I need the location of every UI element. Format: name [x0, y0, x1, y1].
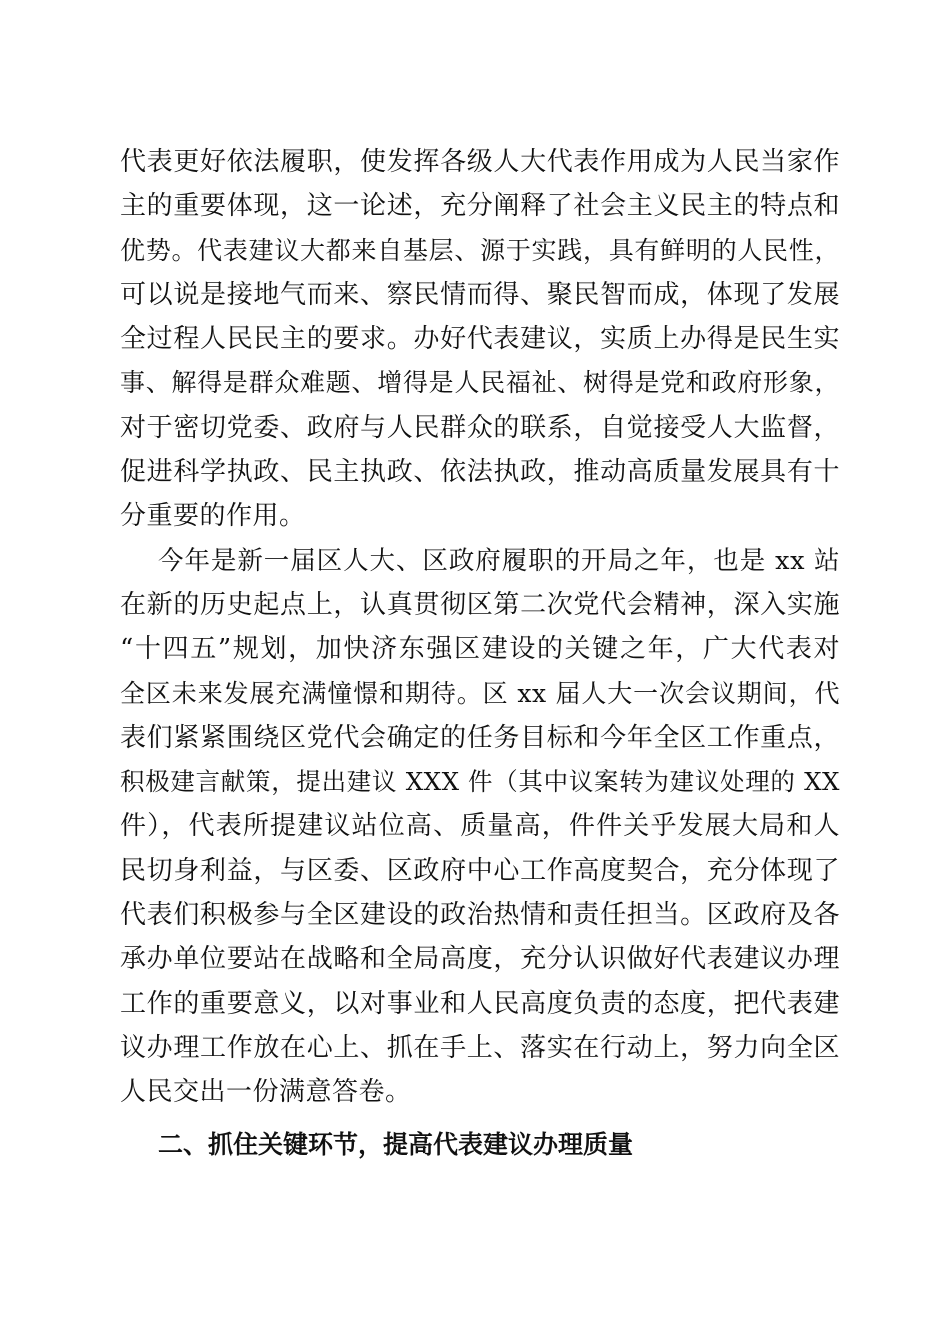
paragraph-line: 全过程人民民主的要求。办好代表建议，实质上办得是民生实: [120, 324, 840, 355]
paragraph-1: [120, 140, 840, 539]
body-text: [120, 140, 840, 1115]
paragraph-line: 全区未来发展充满憧憬和期待。区 xx 届人大一次会议期间，代: [120, 678, 840, 708]
paragraph-line: 促进科学执政、民主执政、依法执政，推动高质量发展具有十: [120, 457, 840, 488]
paragraph-line: 人民交出一份满意答卷。: [120, 1077, 412, 1108]
paragraph-line: 今年是新一届区人大、区政府履职的开局之年，也是 xx 站: [158, 545, 840, 576]
paragraph-line: 承办单位要站在战略和全局高度，充分认识做好代表建议办理: [120, 944, 840, 975]
section-heading: 二、抓住关键环节，提高代表建议办理质量: [158, 1130, 634, 1159]
paragraph-line: 可以说是接地气而来、察民情而得、聚民智而成，体现了发展: [120, 279, 840, 310]
paragraph-line: 民切身利益，与区委、区政府中心工作高度契合，充分体现了: [120, 855, 840, 886]
paragraph-2: [120, 539, 840, 1115]
paragraph-line: 积极建言献策，提出建议 XXX 件（其中议案转为建议处理的 XX: [120, 767, 840, 797]
paragraph-line: 对于密切党委、政府与人民群众的联系，自觉接受人大监督，: [120, 412, 840, 443]
paragraph-line: 在新的历史起点上，认真贯彻区第二次党代会精神，深入实施: [120, 589, 840, 620]
paragraph-line: 议办理工作放在心上、抓在手上、落实在行动上，努力向全区: [120, 1032, 840, 1063]
paragraph-line: 优势。代表建议大都来自基层、源于实践，具有鲜明的人民性，: [120, 235, 840, 265]
paragraph-line: 主的重要体现，这一论述，充分阐释了社会主义民主的特点和: [120, 191, 840, 222]
paragraph-line: 代表们积极参与全区建设的政治热情和责任担当。区政府及各: [120, 900, 840, 931]
paragraph-line: 工作的重要意义，以对事业和人民高度负责的态度，把代表建: [120, 988, 840, 1019]
paragraph-line: 代表更好依法履职，使发挥各级人大代表作用成为人民当家作: [120, 147, 840, 177]
paragraph-line: 件），代表所提建议站位高、质量高，件件关乎发展大局和人: [120, 811, 840, 842]
paragraph-line: 事、解得是群众难题、增得是人民福祉、树得是党和政府形象，: [120, 368, 840, 398]
paragraph-line: 分重要的作用。: [120, 501, 306, 532]
paragraph-line: 表们紧紧围绕区党代会确定的任务目标和今年全区工作重点，: [120, 722, 840, 753]
paragraph-line: “十四五”规划，加快济东强区建设的关键之年，广大代表对: [120, 634, 840, 665]
